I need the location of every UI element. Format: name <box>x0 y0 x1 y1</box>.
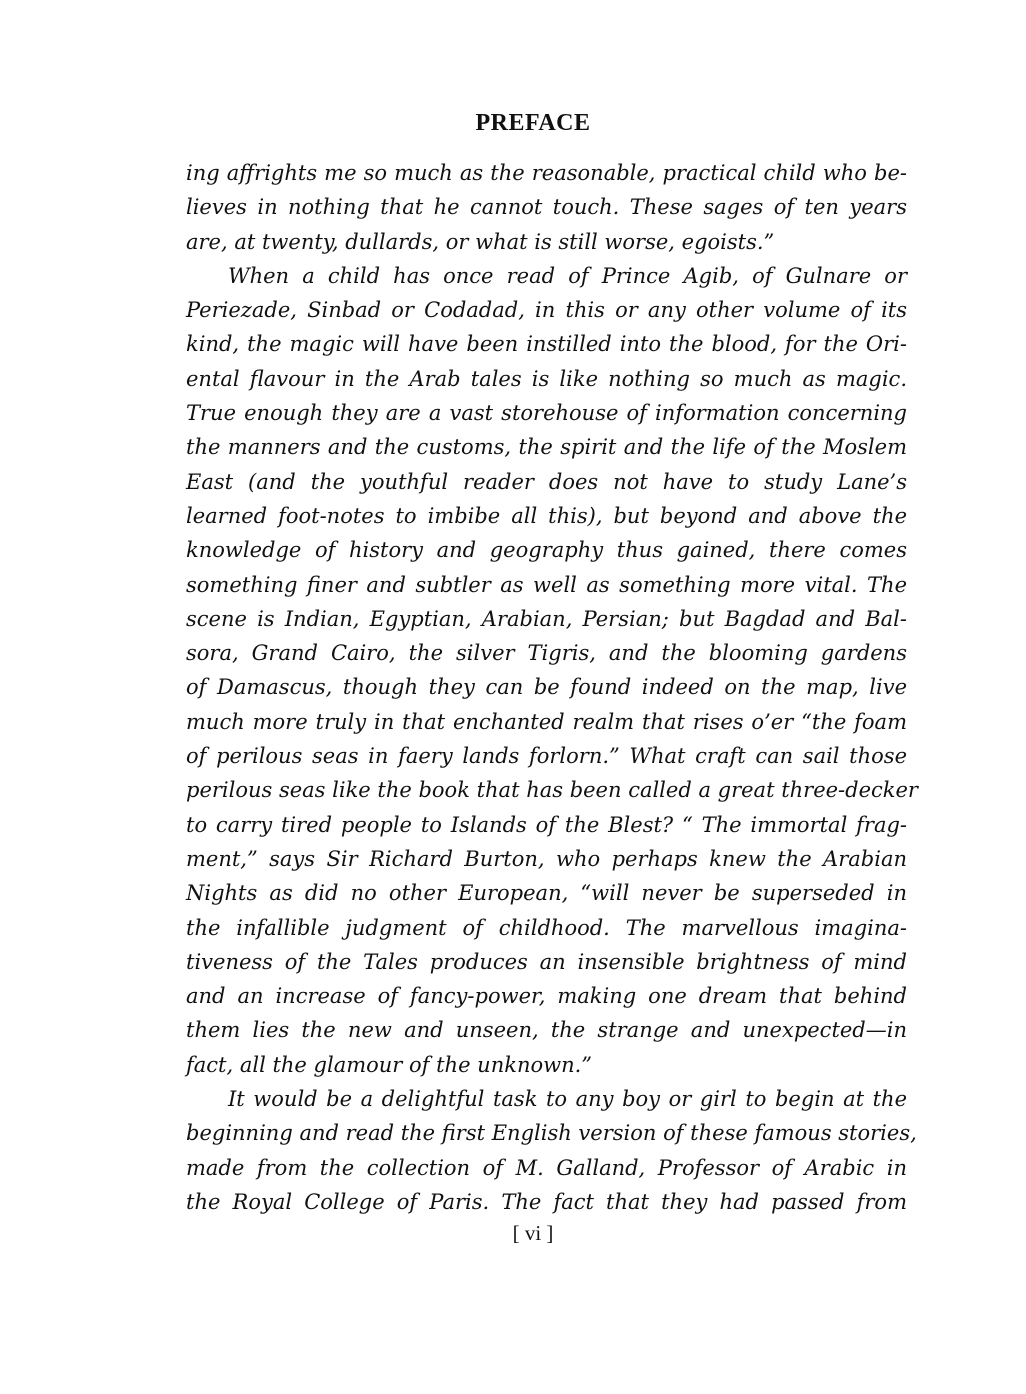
text-line: and an increase of fancy-power, making one dream that behind <box>186 984 907 1009</box>
running-head: PREFACE <box>475 110 591 136</box>
text-line: scene is Indian, Egyptian, Arabian, Persian; but Bagdad and Bal- <box>186 606 907 631</box>
text-line: lieves in nothing that he cannot touch. These sages of ten years <box>186 195 907 220</box>
text-line: to carry tired people to Islands of the Blest? “ The immortal frag- <box>186 812 907 837</box>
text-line: knowledge of history and geography thus gained, there comes <box>186 538 907 563</box>
text-line: something finer and subtler as well as something more vital. The <box>186 572 907 597</box>
body-text <box>186 156 918 1219</box>
text-line: the infallible judgment of childhood. The marvellous imagina- <box>186 915 907 940</box>
text-line: the manners and the customs, the spirit and the life of the Moslem <box>186 435 907 460</box>
text-line: True enough they are a vast storehouse of information concerning <box>186 401 907 426</box>
text-line: made from the collection of M. Galland, Professor of Arabic in <box>186 1155 907 1180</box>
text-line: sora, Grand Cairo, the silver Tigris, and the blooming gardens <box>186 641 907 666</box>
text-line: of perilous seas in faery lands forlorn.” What craft can sail those <box>186 744 907 769</box>
text-line: East (and the youthful reader does not have to study Lane’s <box>186 469 907 494</box>
text-line: Nights as did no other European, “will never be superseded in <box>186 881 907 906</box>
text-line: tiveness of the Tales produces an insensible brightness of mind <box>186 949 907 974</box>
page-number: [ vi ] <box>512 1221 554 1245</box>
text-line: ing affrights me so much as the reasonable, practical child who be- <box>186 161 907 185</box>
text-line: them lies the new and unseen, the strange and unexpected—in <box>186 1018 907 1043</box>
text-line: ment,” says Sir Richard Burton, who perhaps knew the Arabian <box>186 846 907 871</box>
text-line: much more truly in that enchanted realm that rises o’er “the foam <box>186 709 907 734</box>
text-line: of Damascus, though they can be found indeed on the map, live <box>186 675 907 700</box>
text-line: the Royal College of Paris. The fact that they had passed from <box>186 1189 907 1214</box>
text-line: learned foot-notes to imbibe all this), but beyond and above the <box>186 503 907 528</box>
text-line: perilous seas like the book that has been called a great three-decker <box>186 778 918 803</box>
text-line: are, at twenty, dullards, or what is still worse, egoists.” <box>186 229 775 254</box>
text-line: kind, the magic will have been instilled into the blood, for the Ori- <box>186 332 907 357</box>
text-line: beginning and read the first English version of these famous stories, <box>186 1121 917 1146</box>
text-line: When a child has once read of Prince Agib, of Gulnare or <box>228 263 907 288</box>
text-line: Periezade, Sinbad or Codadad, in this or any other volume of its <box>186 298 907 323</box>
text-line: fact, all the glamour of the unknown.” <box>186 1052 593 1077</box>
text-line: ental flavour in the Arab tales is like nothing so much as magic. <box>186 366 907 391</box>
text-line: It would be a delightful task to any boy or girl to begin at the <box>228 1087 907 1112</box>
